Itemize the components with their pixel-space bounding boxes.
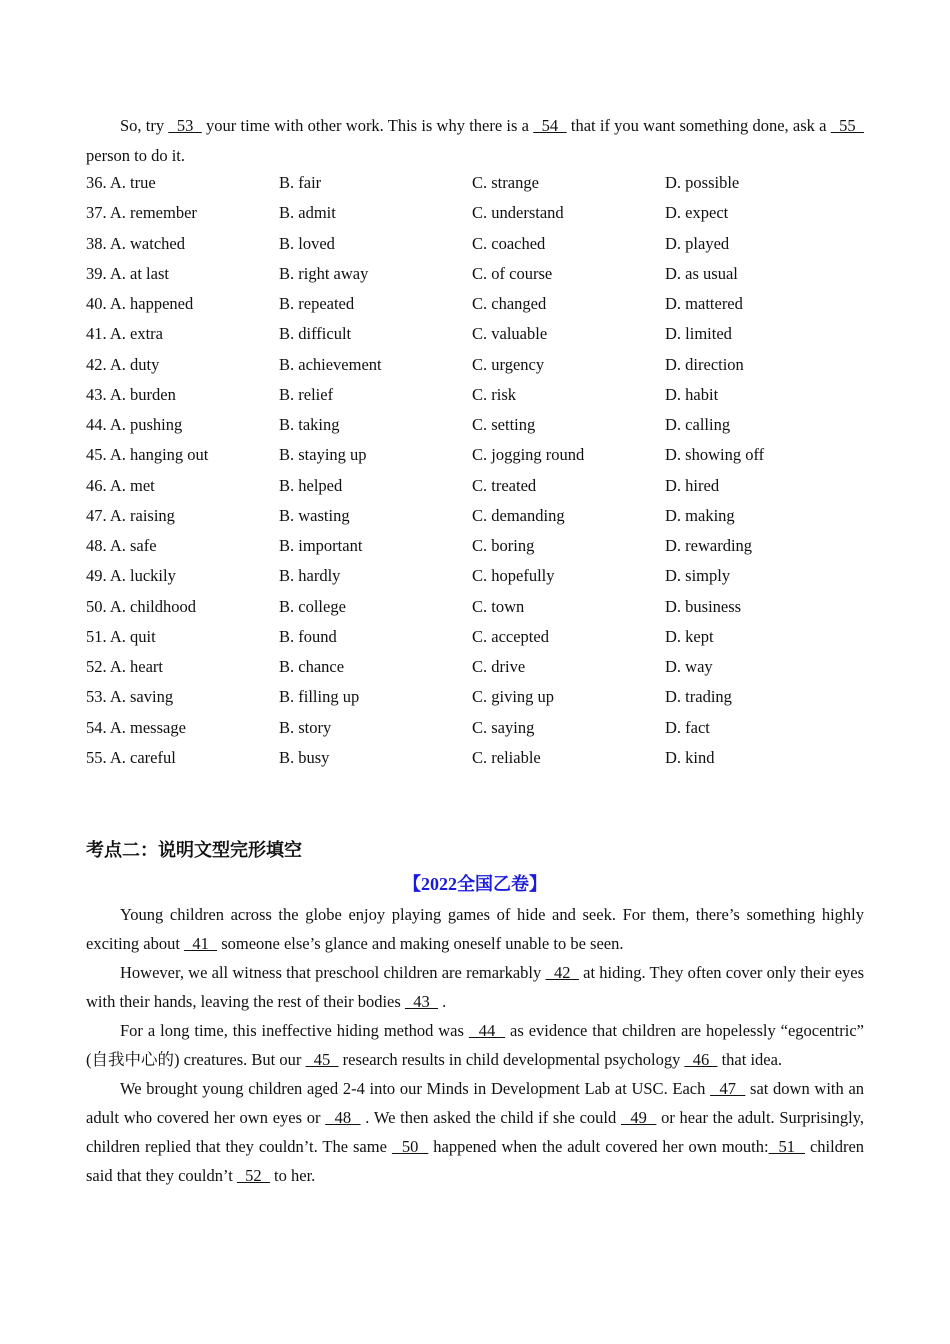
option-A: 55. A. careful [86,747,176,767]
option-C: C. demanding [472,505,565,525]
blank-50: 50 [391,1137,429,1156]
option-B: B. filling up [279,687,360,707]
option-B: B. admit [279,203,336,223]
option-A: 43. A. burden [86,384,176,404]
option-C: C. boring [472,536,535,555]
option-A: 42. A. duty [86,354,160,374]
option-B: B. loved [279,233,335,253]
blank-53: 53 [168,116,202,135]
text-segment: children said that they couldn’t [86,1137,865,1185]
question-row [86,234,886,264]
option-D: D. trading [665,687,732,707]
passage-paragraph [86,1074,864,1190]
text-segment: sat down with an adult who covered her own eyes or [86,1079,865,1127]
question-row [86,566,886,596]
blank-42: 42 [545,963,579,982]
passage-paragraph [86,958,864,1016]
question-row [86,536,886,566]
question-row [86,385,886,415]
option-A: 37. A. remember [86,203,197,223]
option-D: D. habit [665,384,719,404]
option-D: D. mattered [665,294,743,313]
option-A: 50. A. childhood [86,596,196,616]
option-A: 47. A. raising [86,505,175,525]
question-row [86,506,886,536]
option-C: C. valuable [472,324,548,344]
option-D: D. showing off [665,445,765,465]
passage [86,900,864,1190]
option-B: B. story [279,717,332,737]
option-D: D. expect [665,203,729,223]
option-D: D. hired [665,475,720,495]
question-row [86,718,886,748]
text-segment: or hear the adult. Surprisingly, children replied that they couldn’t. The same [86,1108,865,1156]
blank-47: 47 [710,1079,746,1098]
option-A: 53. A. saving [86,687,174,707]
passage-paragraph [86,900,864,958]
option-C: C. coached [472,233,546,253]
option-D: D. making [665,505,735,525]
option-A: 48. A. safe [86,536,157,555]
option-B: B. relief [279,384,334,404]
blank-55: 55 [830,116,864,135]
option-D: D. kept [665,626,714,646]
text-segment: research results in child developmental psychology [338,1050,685,1069]
option-D: D. calling [665,415,731,434]
option-A: 40. A. happened [86,294,194,313]
blank-52: 52 [236,1166,270,1185]
question-row [86,597,886,627]
option-B: B. right away [279,263,369,283]
blank-41: 41 [184,934,218,953]
option-B: B. staying up [279,445,367,465]
question-row [86,687,886,717]
blank-46: 46 [684,1050,718,1069]
option-D: D. as usual [665,263,738,283]
option-C: C. understand [472,203,564,223]
option-B: B. taking [279,415,340,434]
blank-51: 51 [768,1137,805,1156]
text-segment: . [437,992,447,1011]
text-segment: that if you want something done, ask a [566,116,831,135]
option-C: C. giving up [472,687,555,707]
blank-44: 44 [468,1021,506,1040]
option-D: D. simply [665,566,731,586]
option-D: D. direction [665,354,744,374]
option-A: 44. A. pushing [86,415,183,434]
text-segment: We brought young children aged 2-4 into our Minds in Development Lab at USC. Each [120,1079,711,1098]
option-C: C. hopefully [472,566,555,586]
text-segment: For a long time, this ineffective hiding method was [120,1021,469,1040]
option-A: 45. A. hanging out [86,445,209,465]
option-C: C. saying [472,717,535,737]
option-A: 51. A. quit [86,626,156,646]
option-C: C. treated [472,475,537,495]
option-A: 49. A. luckily [86,566,176,586]
text-segment: happened when the adult covered her own mouth: [428,1137,769,1156]
option-B: B. chance [279,657,345,676]
question-row [86,203,886,233]
option-C: C. risk [472,384,517,404]
option-B: B. busy [279,747,330,767]
option-A: 36. A. true [86,173,156,192]
text-segment: to her. [269,1166,316,1185]
blank-48: 48 [325,1108,361,1127]
blank-43: 43 [404,992,438,1011]
question-row [86,476,886,506]
option-C: C. urgency [472,354,545,374]
blank-49: 49 [621,1108,657,1127]
text-segment: So, try [120,116,169,135]
intro-paragraph [86,111,864,171]
text-segment: . We then asked the child if she could [360,1108,621,1127]
option-B: B. college [279,596,346,616]
option-B: B. found [279,626,337,646]
option-C: C. changed [472,294,547,313]
option-D: D. way [665,657,713,676]
option-C: C. setting [472,415,536,434]
option-D: D. possible [665,173,740,192]
source-label: 【2022全国乙卷】 [403,874,547,894]
text-segment: as evidence that children are hopelessly “egocentric” (自我中心的) creatures. But our [86,1021,864,1069]
question-row [86,355,886,385]
option-A: 54. A. message [86,717,186,737]
option-C: C. jogging round [472,445,585,465]
option-A: 46. A. met [86,475,155,495]
text-segment: Young children across the globe enjoy playing games of hide and seek. For them, there’s something highly exciting about [86,905,864,953]
question-row [86,264,886,294]
text-segment: that idea. [717,1050,783,1069]
section-heading: 考点二：说明文型完形填空 [86,840,302,861]
option-D: D. business [665,596,742,616]
option-D: D. fact [665,717,710,737]
option-C: C. accepted [472,626,549,646]
option-B: B. repeated [279,294,355,313]
option-A: 52. A. heart [86,657,163,676]
option-B: B. important [279,536,363,555]
option-B: B. achievement [279,354,382,374]
question-row [86,445,886,475]
option-D: D. kind [665,747,715,767]
option-D: D. limited [665,324,732,344]
option-A: 38. A. watched [86,233,185,253]
question-row [86,324,886,354]
option-D: D. rewarding [665,536,753,555]
question-row [86,294,886,324]
option-B: B. difficult [279,324,352,344]
option-C: C. of course [472,263,553,283]
option-C: C. drive [472,657,526,676]
text-segment: person to do it. [86,146,185,165]
question-row [86,627,886,657]
question-row [86,748,886,778]
option-B: B. hardly [279,566,341,586]
option-B: B. wasting [279,505,350,525]
text-segment: at hiding. They often cover only their eyes with their hands, leaving the rest of their bodies [86,963,865,1011]
option-A: 39. A. at last [86,263,169,283]
option-A: 41. A. extra [86,324,163,344]
text-segment: However, we all witness that preschool children are remarkably [120,963,546,982]
option-C: C. strange [472,173,539,192]
question-row [86,415,886,445]
blank-54: 54 [533,116,567,135]
passage-paragraph [86,1016,864,1074]
option-D: D. played [665,233,730,253]
question-row [86,173,886,203]
text-segment: your time with other work. This is why there is a [201,116,534,135]
question-row [86,657,886,687]
option-B: B. helped [279,475,343,495]
blank-45: 45 [305,1050,339,1069]
text-segment: someone else’s glance and making oneself unable to be seen. [217,934,624,953]
option-C: C. reliable [472,747,541,767]
option-C: C. town [472,596,525,616]
option-B: B. fair [279,173,322,192]
